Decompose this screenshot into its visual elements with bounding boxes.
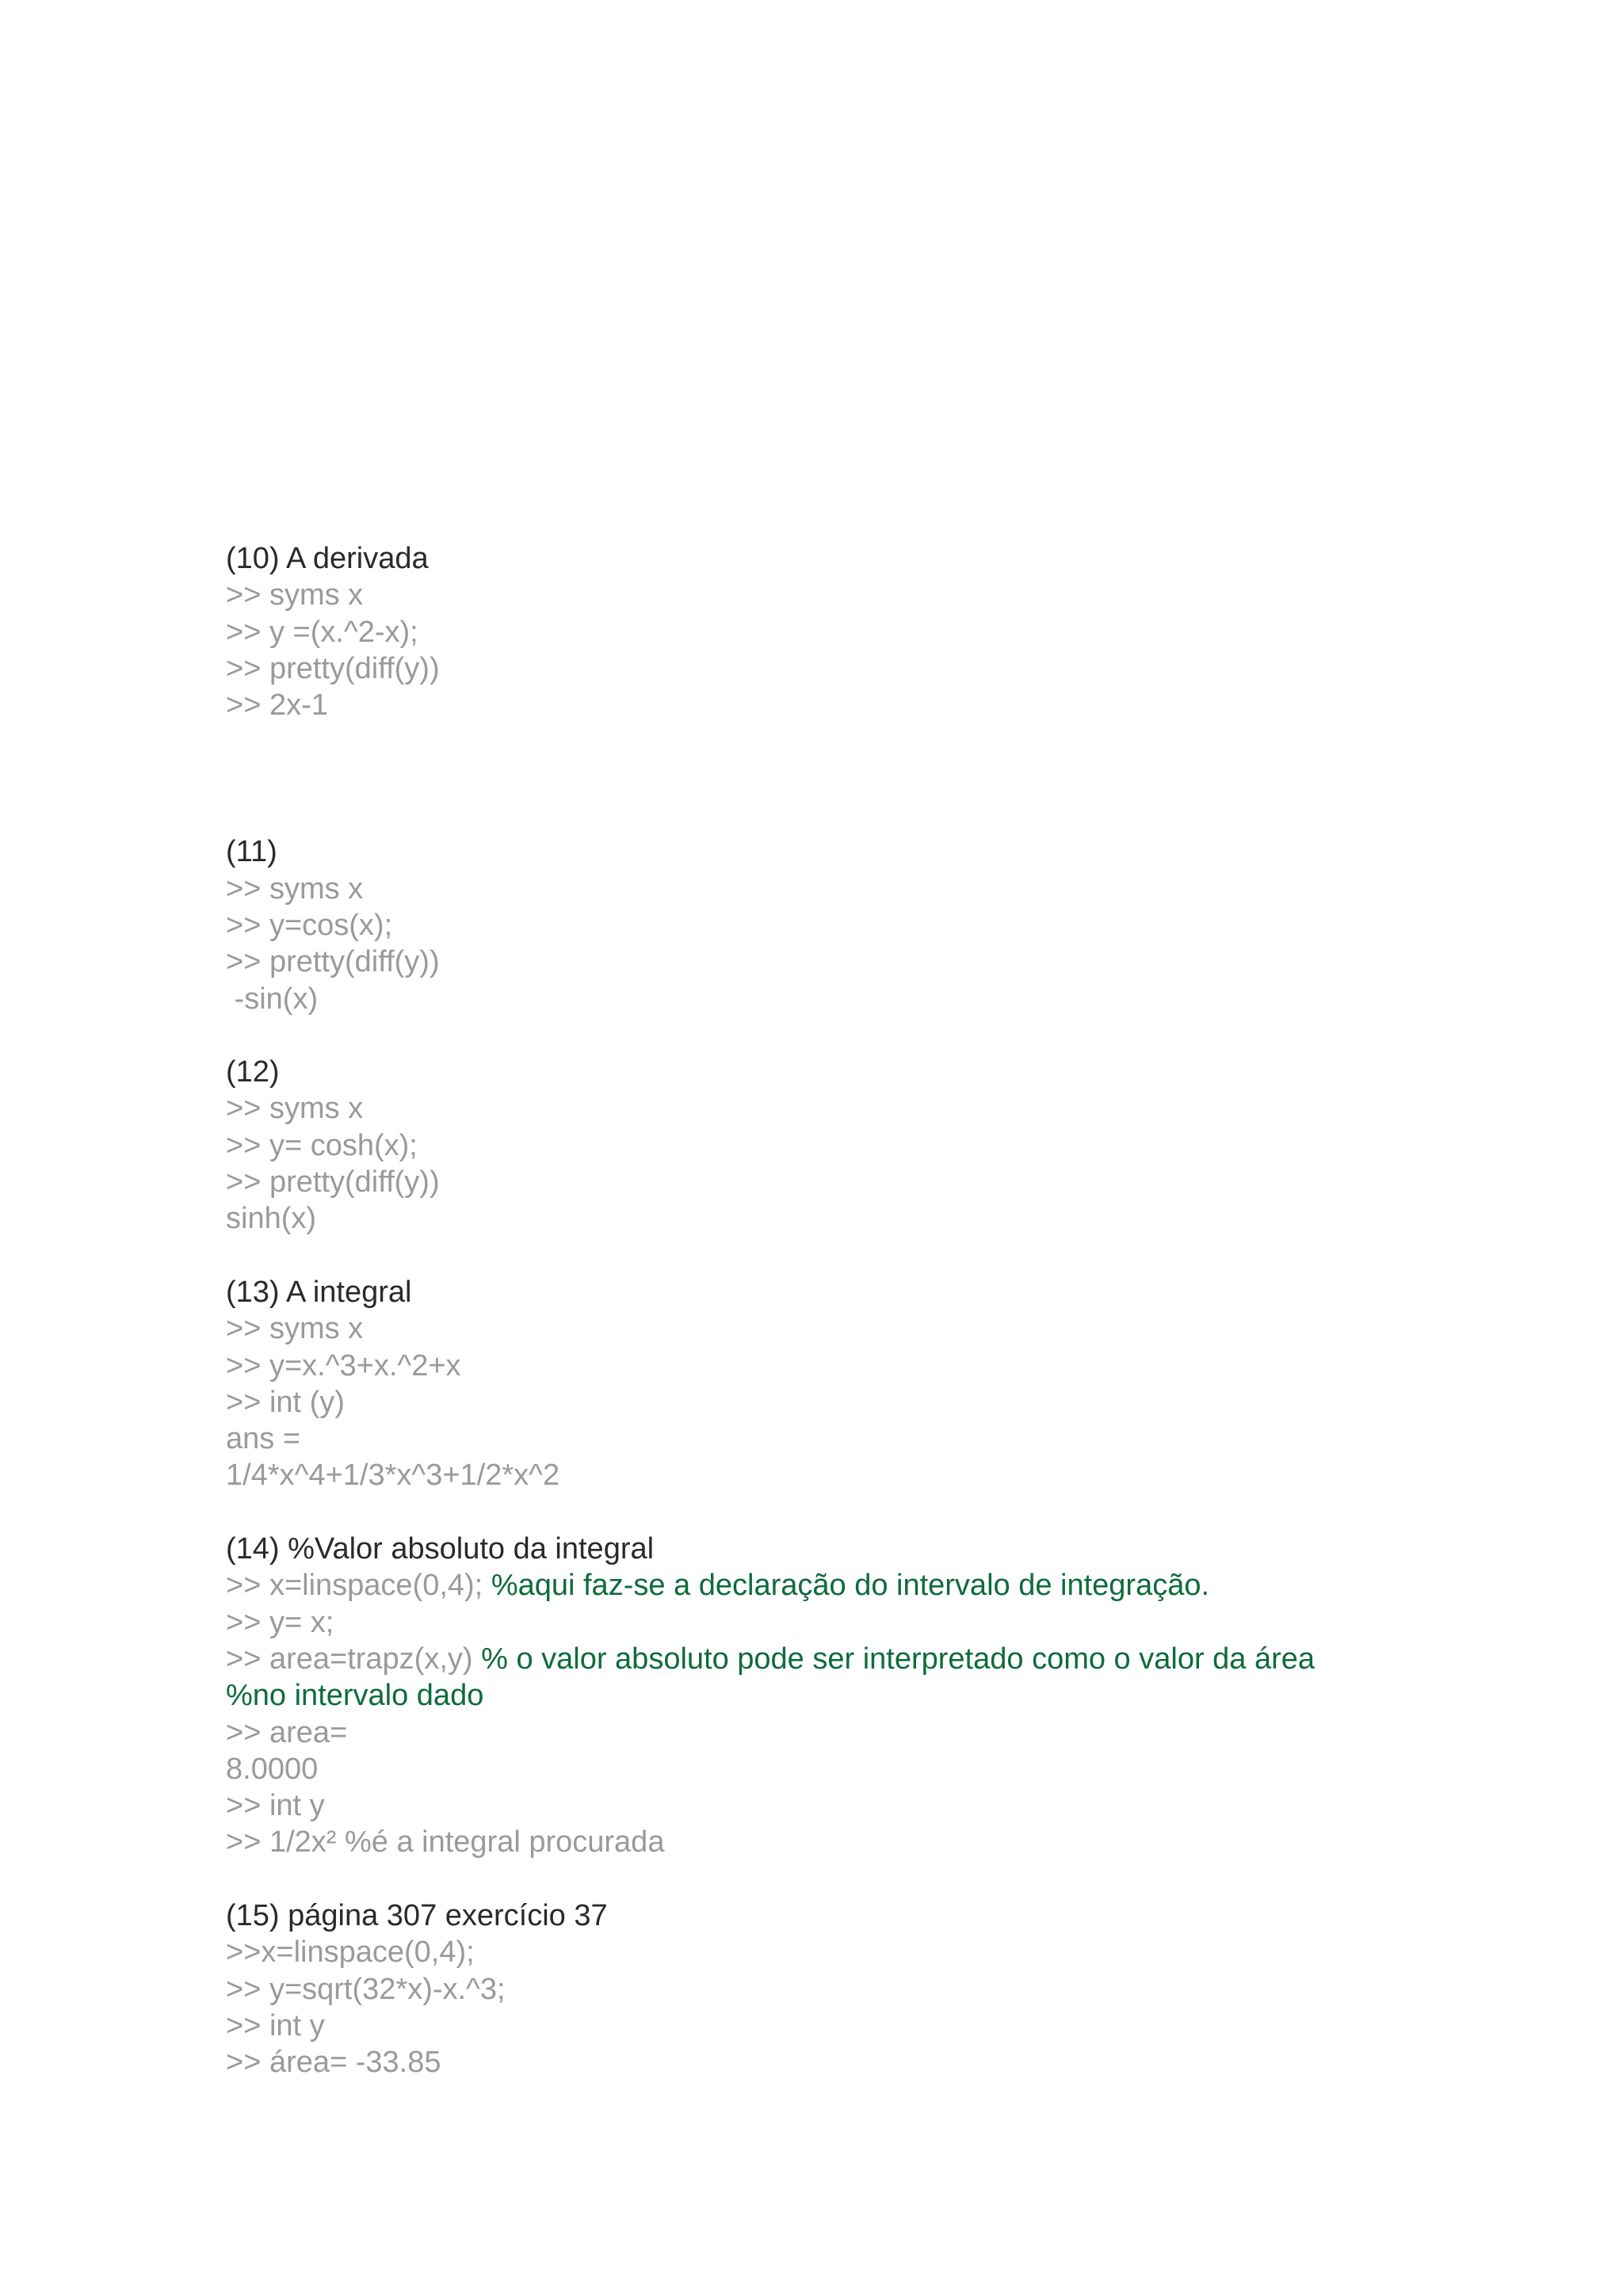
document-content bbox=[226, 540, 1462, 2081]
code-line-with-comment bbox=[226, 1567, 1462, 1604]
code-line: >> syms x bbox=[226, 1312, 364, 1346]
code-line: >> syms x bbox=[226, 578, 364, 612]
section-10-heading: (10) A derivada bbox=[226, 542, 429, 575]
section-13-heading: (13) A integral bbox=[226, 1275, 412, 1309]
section-12-heading: (12) bbox=[226, 1055, 280, 1089]
section-11-heading: (11) bbox=[226, 835, 277, 869]
code-text: >> area=trapz(x,y) bbox=[226, 1642, 482, 1676]
code-line: 8.0000 bbox=[226, 1752, 319, 1786]
code-line: >> int y bbox=[226, 1789, 325, 1823]
code-comment: %aqui faz-se a declaração do intervalo de integração. bbox=[491, 1569, 1210, 1603]
code-line: 1/4*x^4+1/3*x^3+1/2*x^2 bbox=[226, 1459, 560, 1493]
section-15-heading: (15) página 307 exercício 37 bbox=[226, 1898, 608, 1932]
code-line: >> area= bbox=[226, 1715, 348, 1749]
code-line: >> área= -33.85 bbox=[226, 2046, 441, 2080]
code-line: >>x=linspace(0,4); bbox=[226, 1936, 475, 1970]
spacer bbox=[226, 723, 1462, 833]
spacer bbox=[226, 1017, 1462, 1054]
code-line: >> y=sqrt(32*x)-x.^3; bbox=[226, 1972, 506, 2006]
code-line: >> pretty(diff(y)) bbox=[226, 945, 440, 979]
spacer bbox=[226, 1494, 1462, 1531]
code-comment: % o valor absoluto pode ser interpretado como o valor da área bbox=[481, 1642, 1316, 1676]
code-line: >> syms x bbox=[226, 1092, 364, 1126]
code-line: >> y =(x.^2-x); bbox=[226, 615, 418, 649]
code-line: >> y= x; bbox=[226, 1605, 334, 1639]
code-line: >> pretty(diff(y)) bbox=[226, 651, 440, 685]
code-comment: %no intervalo dado bbox=[226, 1679, 484, 1713]
code-line: >> y= cosh(x); bbox=[226, 1128, 418, 1162]
code-line: >> int (y) bbox=[226, 1385, 345, 1419]
spacer bbox=[226, 1238, 1462, 1274]
code-line: sinh(x) bbox=[226, 1202, 317, 1236]
code-line: >> y=cos(x); bbox=[226, 908, 393, 942]
code-line: -sin(x) bbox=[226, 982, 319, 1016]
code-line: >> 1/2x² %é a integral procurada bbox=[226, 1825, 665, 1859]
section-14-heading: (14) %Valor absoluto da integral bbox=[226, 1532, 655, 1566]
spacer bbox=[226, 1861, 1462, 1897]
code-line: >> 2x-1 bbox=[226, 688, 328, 723]
code-line: >> y=x.^3+x.^2+x bbox=[226, 1348, 461, 1383]
code-text: >> x=linspace(0,4); bbox=[226, 1569, 491, 1603]
code-line: ans = bbox=[226, 1422, 301, 1456]
code-line: >> syms x bbox=[226, 871, 364, 906]
code-line-with-comment bbox=[226, 1641, 1462, 1677]
code-line: >> pretty(diff(y)) bbox=[226, 1165, 440, 1199]
code-line: >> int y bbox=[226, 2008, 325, 2042]
